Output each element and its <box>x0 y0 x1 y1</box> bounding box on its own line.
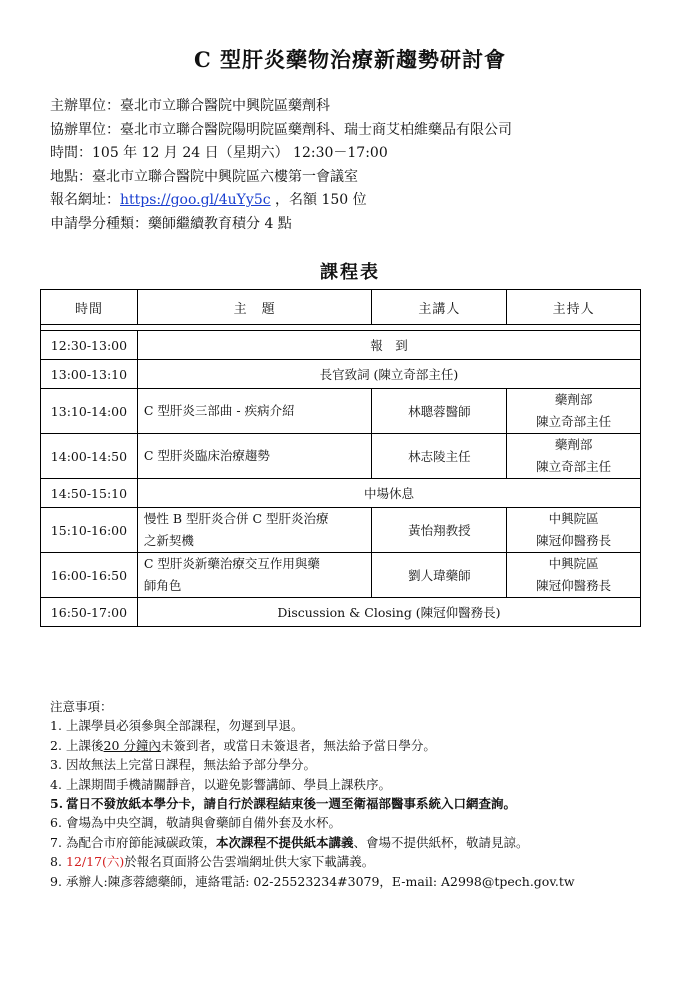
note-number: 9. <box>50 873 62 889</box>
table-row <box>41 434 641 479</box>
row-topic <box>137 508 372 553</box>
table-row <box>41 553 641 598</box>
note-number: 4. <box>50 776 62 792</box>
row-time: 14:00-14:50 <box>41 434 138 479</box>
row-span: Discussion & Closing (陳冠仰醫務長) <box>137 598 640 627</box>
moderator-dept: 中興院區 <box>548 556 599 571</box>
note-number: 2. <box>50 737 62 753</box>
note-text: 上課期間手機請關靜音，以避免影響講師、學員上課秩序。 <box>66 776 392 792</box>
row-moderator <box>507 508 641 553</box>
row-speaker: 林志陵主任 <box>372 434 507 479</box>
note-text: 因故無法上完當日課程，無法給予部分學分。 <box>66 757 317 773</box>
note-item <box>50 716 680 735</box>
header-time: 時間 <box>41 290 138 325</box>
topic-line: C 型肝炎新藥治療交互作用與藥 <box>143 556 320 571</box>
row-moderator <box>507 553 641 598</box>
header-speaker: 主講人 <box>372 290 507 325</box>
note-item <box>50 833 680 852</box>
row-span: 長官致詞 (陳立奇部主任) <box>137 360 640 389</box>
topic-line: 慢性 B 型肝炎合併 C 型肝炎治療 <box>143 511 329 526</box>
host-line: 主辦單位：臺北市立聯合醫院中興院區藥劑科 <box>50 98 330 114</box>
note-item <box>50 872 680 891</box>
register-quota: ，名額 150 位 <box>270 192 367 209</box>
moderator-name: 陳立奇部主任 <box>536 414 612 429</box>
note-text: 上課後 <box>66 737 104 753</box>
table-row <box>41 331 641 360</box>
row-time: 14:50-15:10 <box>41 479 138 508</box>
note-item <box>50 813 680 832</box>
moderator-dept: 中興院區 <box>548 511 599 526</box>
event-info <box>50 95 670 237</box>
row-time: 13:00-13:10 <box>41 360 138 389</box>
note-bold-text: 本次課程不提供紙本講義 <box>216 834 354 850</box>
row-speaker: 劉人瑋藥師 <box>372 553 507 598</box>
time-line: 時間：105 年 12 月 24 日（星期六） 12:30－17:00 <box>50 145 388 162</box>
note-item <box>50 852 680 871</box>
note-highlight-date: 12/17(六) <box>66 854 125 870</box>
note-text: 未簽到者，或當日未簽退者，無法給予當日學分。 <box>160 737 436 753</box>
table-row <box>41 360 641 389</box>
table-row <box>41 508 641 553</box>
notes-heading: 注意事項： <box>50 699 113 714</box>
row-time: 13:10-14:00 <box>41 389 138 434</box>
note-text: 為配合市府節能減碳政策， <box>66 834 217 850</box>
header-topic: 主 題 <box>137 290 372 325</box>
row-time: 16:50-17:00 <box>41 598 138 627</box>
register-link[interactable]: https://goo.gl/4uYy5c <box>120 192 271 209</box>
register-label: 報名網址： <box>50 192 120 209</box>
note-number: 8. <box>50 854 62 870</box>
row-span: 報 到 <box>137 331 640 360</box>
moderator-name: 陳立奇部主任 <box>536 459 612 474</box>
note-number: 6. <box>50 815 62 831</box>
row-time: 12:30-13:00 <box>41 331 138 360</box>
row-topic <box>137 553 372 598</box>
note-text: 當日不發放紙本學分卡，請自行於課程結束後一週至衛福部醫事系統入口網查詢。 <box>66 796 517 812</box>
row-time: 16:00-16:50 <box>41 553 138 598</box>
row-moderator <box>507 434 641 479</box>
row-topic <box>137 434 372 479</box>
notes-section <box>50 697 680 891</box>
topic-line: C 型肝炎三部曲 - 疾病介紹 <box>143 403 295 418</box>
note-item <box>50 736 680 755</box>
note-number: 5. <box>50 796 64 812</box>
table-header-row <box>41 290 641 325</box>
note-text: 於報名頁面將公告雲端網址供大家下載講義。 <box>124 854 375 870</box>
note-number: 3. <box>50 757 62 773</box>
row-topic <box>137 389 372 434</box>
row-span: 中場休息 <box>137 479 640 508</box>
row-time: 15:10-16:00 <box>41 508 138 553</box>
note-item <box>50 755 680 774</box>
schedule-table <box>40 289 641 627</box>
row-moderator <box>507 389 641 434</box>
note-number: 1. <box>50 718 62 734</box>
table-row <box>41 598 641 627</box>
moderator-dept: 藥劑部 <box>554 392 593 407</box>
note-text: 承辦人:陳彥蓉總藥師，連絡電話: 02-25523234#3079，E-mail: A2998@tpech.gov.tw <box>66 873 575 889</box>
row-speaker: 黃怡翔教授 <box>372 508 507 553</box>
moderator-dept: 藥劑部 <box>554 437 593 452</box>
topic-line: 師角色 <box>143 578 182 593</box>
header-moderator: 主持人 <box>507 290 641 325</box>
note-text: 會場為中央空調，敬請與會藥師自備外套及水杯。 <box>66 815 342 831</box>
note-text: 、會場不提供紙杯，敬請見諒。 <box>353 834 529 850</box>
note-number: 7. <box>50 834 62 850</box>
note-item <box>50 775 680 794</box>
note-underlined-text: 20 分鐘內 <box>103 737 161 753</box>
cohost-line: 協辦單位：臺北市立聯合醫院陽明院區藥劑科、瑞士商艾柏維藥品有限公司 <box>50 121 512 138</box>
moderator-name: 陳冠仰醫務長 <box>536 578 612 593</box>
register-line <box>50 189 670 213</box>
document-title: C 型肝炎藥物治療新趨勢研討會 <box>193 47 507 72</box>
schedule-title: 課程表 <box>320 262 380 283</box>
table-row <box>41 389 641 434</box>
location-line: 地點：臺北市立聯合醫院中興院區六樓第一會議室 <box>50 168 358 185</box>
note-text: 上課學員必須參與全部課程，勿遲到早退。 <box>66 718 304 734</box>
note-item <box>50 794 680 813</box>
table-row <box>41 479 641 508</box>
moderator-name: 陳冠仰醫務長 <box>536 533 612 548</box>
topic-line: C 型肝炎臨床治療趨勢 <box>143 448 270 463</box>
topic-line: 之新契機 <box>143 533 194 548</box>
credits-line: 申請學分種類：藥師繼續教育積分 4 點 <box>50 215 292 232</box>
row-speaker: 林聰蓉醫師 <box>372 389 507 434</box>
